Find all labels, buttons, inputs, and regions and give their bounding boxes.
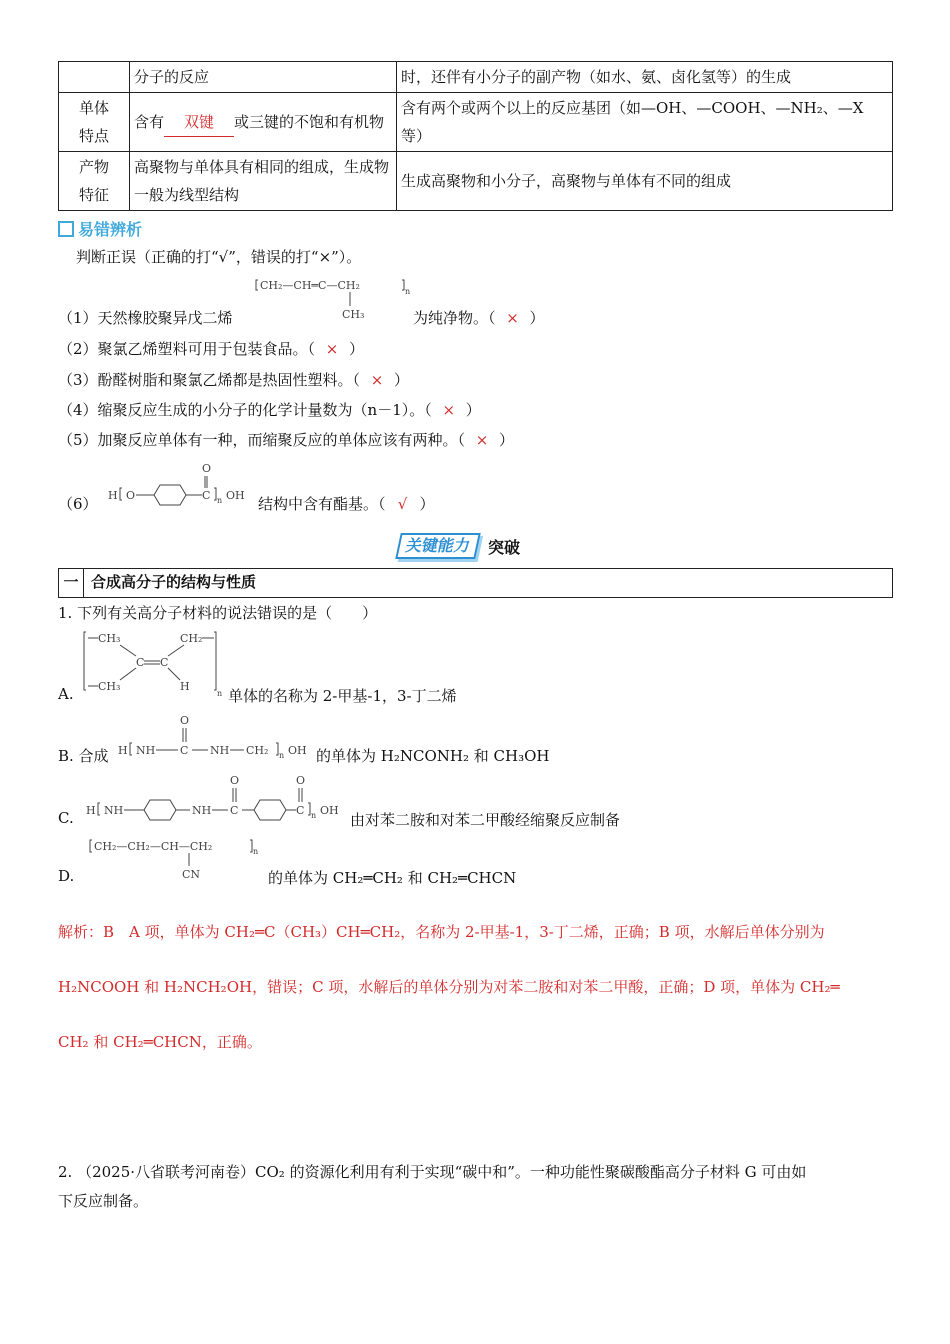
judgement-1 bbox=[58, 307, 233, 328]
structure-text: O bbox=[202, 462, 212, 475]
structure-text: C bbox=[160, 656, 169, 669]
structure-text: CH₂—CH₂—CH—CH₂ bbox=[94, 840, 213, 853]
judgement-text: ） bbox=[465, 401, 481, 419]
structure-text: O bbox=[230, 774, 240, 787]
judgement-text: ） bbox=[529, 309, 545, 327]
judgement-2 bbox=[58, 338, 364, 359]
structure-text: CH₃ bbox=[342, 308, 365, 321]
structure-text: C bbox=[202, 489, 211, 502]
judgement-text: （2）聚氯乙烯塑料可用于包装食品。（ bbox=[58, 340, 316, 358]
structure-text: NH bbox=[192, 804, 212, 817]
answer-mark: × bbox=[442, 401, 456, 419]
section-title-text: 易错辨析 bbox=[78, 220, 143, 239]
topic-title: 合成高分子的结构与性质 bbox=[91, 573, 257, 591]
fill-blank-answer: 双键 bbox=[164, 108, 234, 137]
judgement-text: （5）加聚反应单体有一种，而缩聚反应的单体应该有两种。（ bbox=[58, 431, 466, 449]
judgement-text: （6） bbox=[58, 495, 98, 513]
judgement-text: ） bbox=[349, 340, 365, 358]
badge-right: 突破 bbox=[488, 537, 521, 557]
structure-text: O bbox=[180, 714, 190, 727]
svg-text:C: C bbox=[296, 804, 305, 817]
structure-text: CH₂—CH═C—CH₂ bbox=[260, 279, 360, 292]
structure-text: NH bbox=[210, 744, 230, 757]
topic-number: 一 bbox=[59, 569, 84, 597]
structure-text: H bbox=[118, 744, 128, 757]
structure-text: CH₂ bbox=[246, 744, 269, 757]
judgement-5 bbox=[58, 429, 514, 450]
option-c-label: C. bbox=[58, 809, 74, 827]
cell-text: 或三键的不饱和有机物 bbox=[234, 112, 385, 131]
table-row bbox=[59, 93, 893, 152]
judgement-3 bbox=[58, 369, 409, 390]
checkbox-square-icon bbox=[58, 221, 74, 237]
structure-text: n bbox=[217, 496, 223, 505]
option-d-label: D. bbox=[58, 867, 75, 885]
structure-text: CN bbox=[182, 868, 201, 881]
svg-text:C: C bbox=[230, 804, 239, 817]
option-b-structure bbox=[116, 712, 316, 762]
option-b-text: 的单体为 H₂NCONH₂ 和 CH₃OH bbox=[316, 747, 550, 765]
judgement-text: ） bbox=[499, 431, 515, 449]
judgement-text: （1）天然橡胶聚异戊二烯 bbox=[58, 309, 233, 327]
table-cell: 时，还伴有小分子的副产物（如水、氨、卤化氢等）的生成 bbox=[397, 62, 893, 93]
polyester-structure bbox=[106, 460, 256, 510]
comparison-table bbox=[58, 61, 893, 211]
structure-text: H bbox=[86, 804, 96, 817]
structure-text: CH₂ bbox=[180, 632, 203, 645]
answer-mark: × bbox=[370, 371, 384, 389]
judgement-6 bbox=[58, 493, 98, 514]
row-header-text: 单体特点 bbox=[78, 99, 109, 145]
structure-text: CH₃ bbox=[98, 680, 121, 693]
row-header-text: 产物特征 bbox=[78, 158, 109, 204]
table-cell bbox=[59, 62, 130, 93]
solution-line-3: CH₂ 和 CH₂═CHCN，正确。 bbox=[58, 1033, 262, 1051]
cell-text: 含有 bbox=[134, 112, 165, 131]
badge-left: 关键能力 bbox=[395, 533, 481, 559]
table-cell bbox=[130, 93, 397, 152]
table-cell: 高聚物与单体具有相同的组成，生成物一般为线型结构 bbox=[130, 152, 397, 211]
solution-line-1: 解析：B A 项，单体为 CH₂═C（CH₃）CH═CH₂，名称为 2-甲基-1，3-丁二烯，正确；B 项，水解后单体分别为 bbox=[58, 923, 825, 941]
answer-mark: × bbox=[475, 431, 489, 449]
structure-text: n bbox=[253, 847, 259, 856]
structure-text: O bbox=[296, 774, 306, 787]
answer-mark: √ bbox=[397, 495, 408, 513]
judgement-text: ） bbox=[419, 495, 435, 513]
structure-text: H bbox=[108, 489, 118, 502]
option-b-label: B. 合成 bbox=[58, 747, 109, 765]
option-d-text: 的单体为 CH₂═CH₂ 和 CH₂═CHCN bbox=[268, 869, 517, 887]
structure-text: OH bbox=[288, 744, 307, 757]
key-ability-badge bbox=[398, 533, 520, 559]
structure-text: OH bbox=[226, 489, 245, 502]
svg-text:C: C bbox=[180, 744, 189, 757]
judgement-text: （4）缩聚反应生成的小分子的化学计量数为（n－1）。（ bbox=[58, 401, 432, 419]
table-cell: 生成高聚物和小分子，高聚物与单体有不同的组成 bbox=[397, 152, 893, 211]
judgement-6-tail bbox=[258, 493, 435, 514]
structure-text: C bbox=[136, 656, 145, 669]
table-row bbox=[59, 152, 893, 211]
topic-heading bbox=[58, 568, 893, 598]
svg-text:n: n bbox=[217, 689, 223, 698]
structure-text: NH bbox=[136, 744, 156, 757]
structure-text: n bbox=[405, 287, 411, 296]
option-c-structure bbox=[84, 772, 346, 828]
structure-text: O bbox=[126, 489, 136, 502]
table-cell: 含有两个或两个以上的反应基团（如—OH、—COOH、—NH₂、—X 等） bbox=[397, 93, 893, 152]
question-2-line-1: 2. （2025·八省联考河南卷）CO₂ 的资源化利用有利于实现“碳中和”。一种功能性聚碳酸酯高分子材料 G 可由如 bbox=[58, 1163, 807, 1181]
instruction: 判断正误（正确的打“√”，错误的打“×”）。 bbox=[76, 248, 362, 266]
row-header bbox=[59, 152, 130, 211]
judgement-text: ） bbox=[394, 371, 410, 389]
judgement-text: （3）酚醛树脂和聚氯乙烯都是热固性塑料。（ bbox=[58, 371, 361, 389]
structure-text: n bbox=[311, 811, 317, 820]
structure-text: n bbox=[279, 751, 285, 760]
option-a-text: 单体的名称为 2-甲基-1，3-丁二烯 bbox=[228, 687, 457, 705]
judgement-4 bbox=[58, 399, 481, 420]
answer-mark: × bbox=[325, 340, 339, 358]
option-c-text: 由对苯二胺和对苯二甲酸经缩聚反应制备 bbox=[350, 811, 621, 829]
polyisoprene-structure bbox=[252, 276, 412, 324]
row-header bbox=[59, 93, 130, 152]
judgement-1-tail bbox=[413, 307, 545, 328]
judgement-text: 为纯净物。（ bbox=[413, 309, 496, 327]
question-2-line-2: 下反应制备。 bbox=[58, 1192, 149, 1210]
solution-line-2: H₂NCOOH 和 H₂NCH₂OH，错误；C 项，水解后的单体分别为对苯二胺和对苯二甲酸，正确；D 项，单体为 CH₂═ bbox=[58, 978, 840, 996]
structure-text: H bbox=[180, 680, 190, 693]
judgement-text: 结构中含有酯基。（ bbox=[258, 495, 386, 513]
table-row bbox=[59, 62, 893, 93]
structure-text: CH₃ bbox=[98, 632, 121, 645]
option-d-structure bbox=[86, 834, 266, 884]
structure-text: NH bbox=[104, 804, 124, 817]
question-stem: 1. 下列有关高分子材料的说法错误的是（ ） bbox=[58, 604, 378, 622]
option-a-structure bbox=[80, 628, 230, 700]
table-cell: 分子的反应 bbox=[130, 62, 397, 93]
option-a-label: A. bbox=[58, 685, 74, 703]
section-title bbox=[58, 217, 142, 240]
structure-text: OH bbox=[320, 804, 339, 817]
answer-mark: × bbox=[506, 309, 519, 327]
